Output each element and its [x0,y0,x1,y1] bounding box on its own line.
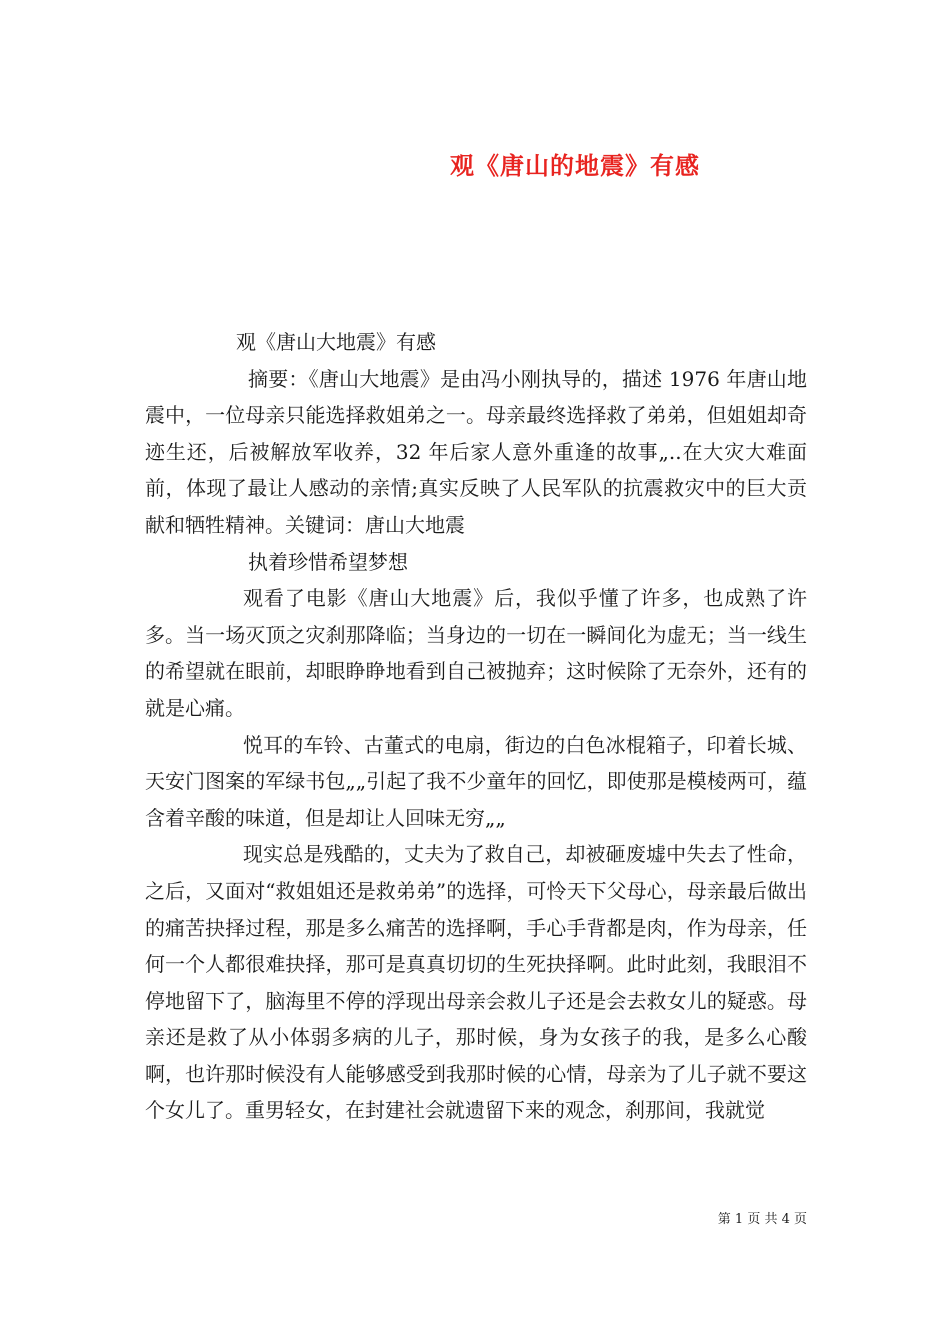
article-subtitle: 观《唐山大地震》有感 [236,330,436,354]
keywords-line: 执着珍惜希望梦想 [248,549,408,574]
body-paragraph-1: 观看了电影《唐山大地震》后，我似乎懂了许多，也成熟了许多。当一场灭顶之灾刹那降临；当身边的一切在一瞬间化为虚无；当一线生的希望就在眼前，却眼睁睁地看到自己被抛弃；这时候除了无奈外，还有的就是心痛。 [145,586,807,720]
page-number-footer: 第 1 页 共 4 页 [717,1212,807,1227]
document-title: 观《唐山的地震》有感 [450,151,700,181]
abstract-paragraph: 摘要：《唐山大地震》是由冯小刚执导的，描述 1976 年唐山地震中，一位母亲只能选择救姐弟之一。母亲最终选择救了弟弟，但姐姐却奇迹生还，后被解放军收养，32 年后家人意外重逢的故事„..在大灾大难面前，体现了最让人感动的亲情;真实反映了人民军队的抗震救灾中的巨大贡献和牺牲精神。关键词：唐山大地震 [145,366,807,537]
body-paragraph-3: 现实总是残酷的，丈夫为了救自己，却被砸废墟中失去了性命，之后，又面对“救姐姐还是救弟弟”的选择，可怜天下父母心，母亲最后做出的痛苦抉择过程，那是多么痛苦的选择啊，手心手背都是肉，作为母亲，任何一个人都很难抉择，那可是真真切切的生死抉择啊。此时此刻，我眼泪不停地留下了，脑海里不停的浮现出母亲会救儿子还是会去救女儿的疑惑。母亲还是救了从小体弱多病的儿子，那时候，身为女孩子的我，是多么心酸啊，也许那时候没有人能够感受到我那时候的心情，母亲为了儿子就不要这个女儿了。重男轻女，在封建社会就遗留下来的观念，刹那间，我就觉 [145,842,807,1123]
body-paragraph-2: 悦耳的车铃、古董式的电扇，街边的白色冰棍箱子，印着长城、天安门图案的军绿书包„„引起了我不少童年的回忆，即使那是模棱两可，蕴含着辛酸的味道，但是却让人回味无穷„„ [145,732,807,830]
document-body [145,324,807,1129]
